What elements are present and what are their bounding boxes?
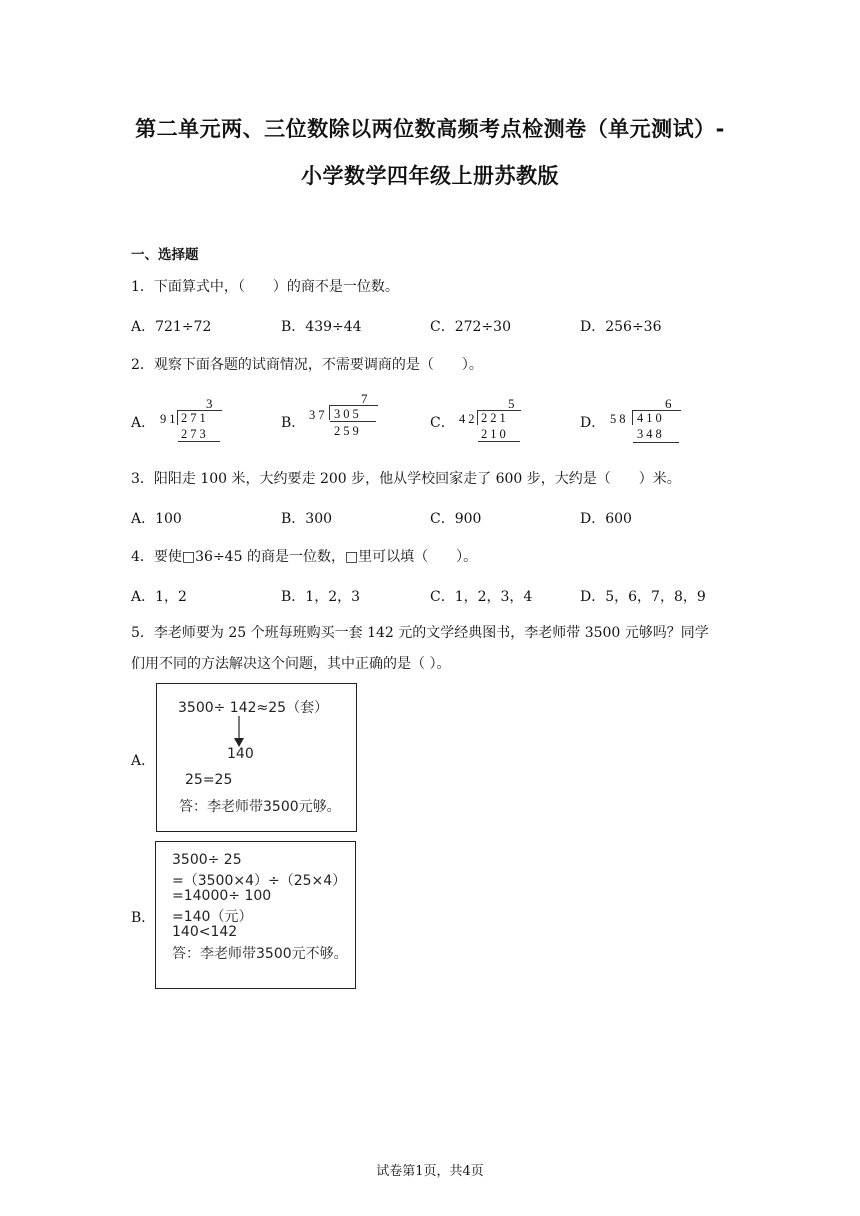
q2c-quotient: 5 <box>508 396 515 411</box>
q2a-dividend: 271 <box>181 411 209 425</box>
q5a-line3: 25=25 <box>185 772 233 788</box>
q5b-line4: =140（元） <box>172 909 253 925</box>
q2c-dividend: 221 <box>481 411 509 425</box>
question-2-stem: 2．观察下面各题的试商情况，不需要调商的是（ ）。 <box>131 357 483 373</box>
q2d-quotient: 6 <box>665 396 672 411</box>
document-title-line2: 小学数学四年级上册苏教版 <box>301 164 559 188</box>
q4-option-a: A．1，2 <box>131 589 187 605</box>
page-footer: 试卷第1页，共4页 <box>376 1164 484 1179</box>
q1-option-c: C．272÷30 <box>430 319 511 335</box>
q2a-underline <box>178 441 220 442</box>
document-title-line1: 第二单元两、三位数除以两位数高频考点检测卷（单元测试）- <box>135 117 725 141</box>
question-4-stem: 4．要使□36÷45 的商是一位数，□里可以填（ ）。 <box>131 549 478 565</box>
q5a-line4: 答：李老师带3500元够。 <box>179 799 341 815</box>
question-5-stem-line1: 5．李老师要为 25 个班每班购买一套 142 元的文学经典图书，李老师带 3500 元够吗？同学 <box>131 625 709 641</box>
question-1-stem: 1．下面算式中，（ ）的商不是一位数。 <box>131 279 399 295</box>
q2-option-a-label: A． <box>131 415 156 431</box>
question-3-stem: 3．阳阳走 100 米，大约要走 200 步，他从学校回家走了 600 步，大约是（ ）米。 <box>131 471 681 487</box>
q2d-product: 348 <box>637 427 665 441</box>
q2b-divisor: 37 <box>309 408 328 422</box>
q4-option-c: C．1，2，3，4 <box>430 589 533 605</box>
q3-option-c: C．900 <box>430 511 482 527</box>
q2d-dividend: 410 <box>637 411 665 425</box>
q5-option-a-label: A． <box>131 753 156 769</box>
q3-option-d: D．600 <box>580 511 632 527</box>
q2-option-d-label: D． <box>580 415 606 431</box>
q2a-divisor: 91 <box>160 412 179 426</box>
q2a-quotient: 3 <box>206 396 213 411</box>
q2b-dividend: 305 <box>334 407 362 421</box>
q2b-underline <box>330 421 376 422</box>
q2b-product: 259 <box>334 424 362 438</box>
q1-option-b: B．439÷44 <box>281 319 362 335</box>
q2a-product: 273 <box>181 427 209 441</box>
q5b-line1: 3500÷ 25 <box>172 852 242 868</box>
q2c-product: 210 <box>481 427 509 441</box>
q5-option-a-figure <box>156 683 357 832</box>
q5b-line3: =14000÷ 100 <box>172 888 272 904</box>
q2c-underline <box>478 441 520 442</box>
q5-option-b-figure <box>155 841 356 989</box>
q3-option-a: A．100 <box>131 511 182 527</box>
section-heading: 一、选择题 <box>131 247 199 263</box>
down-arrow-icon <box>232 716 246 748</box>
q1-option-a: A．721÷72 <box>131 319 212 335</box>
q2-option-c-label: C． <box>430 415 455 431</box>
q2-option-b-label: B． <box>281 415 306 431</box>
q2b-quotient: 7 <box>361 391 368 406</box>
q5a-line1: 3500÷ 142≈25（套） <box>178 700 329 716</box>
question-5-stem-line2: 们用不同的方法解决这个问题，其中正确的是（ ）。 <box>131 656 451 672</box>
q4-option-d: D．5，6，7，8，9 <box>580 589 706 605</box>
q5b-line2: =（3500×4）÷（25×4） <box>172 873 347 889</box>
q3-option-b: B．300 <box>281 511 333 527</box>
q5b-line5: 140<142 <box>172 924 238 940</box>
q2d-underline <box>633 442 679 443</box>
q5-option-b-label: B． <box>131 910 156 926</box>
q2c-divisor: 42 <box>459 412 478 426</box>
q5b-line6: 答：李老师带3500元不够。 <box>172 946 348 962</box>
q2d-divisor: 58 <box>610 412 629 426</box>
q5a-line2: 140 <box>227 746 254 762</box>
q4-option-b: B．1，2，3 <box>281 589 361 605</box>
q1-option-d: D．256÷36 <box>580 319 662 335</box>
